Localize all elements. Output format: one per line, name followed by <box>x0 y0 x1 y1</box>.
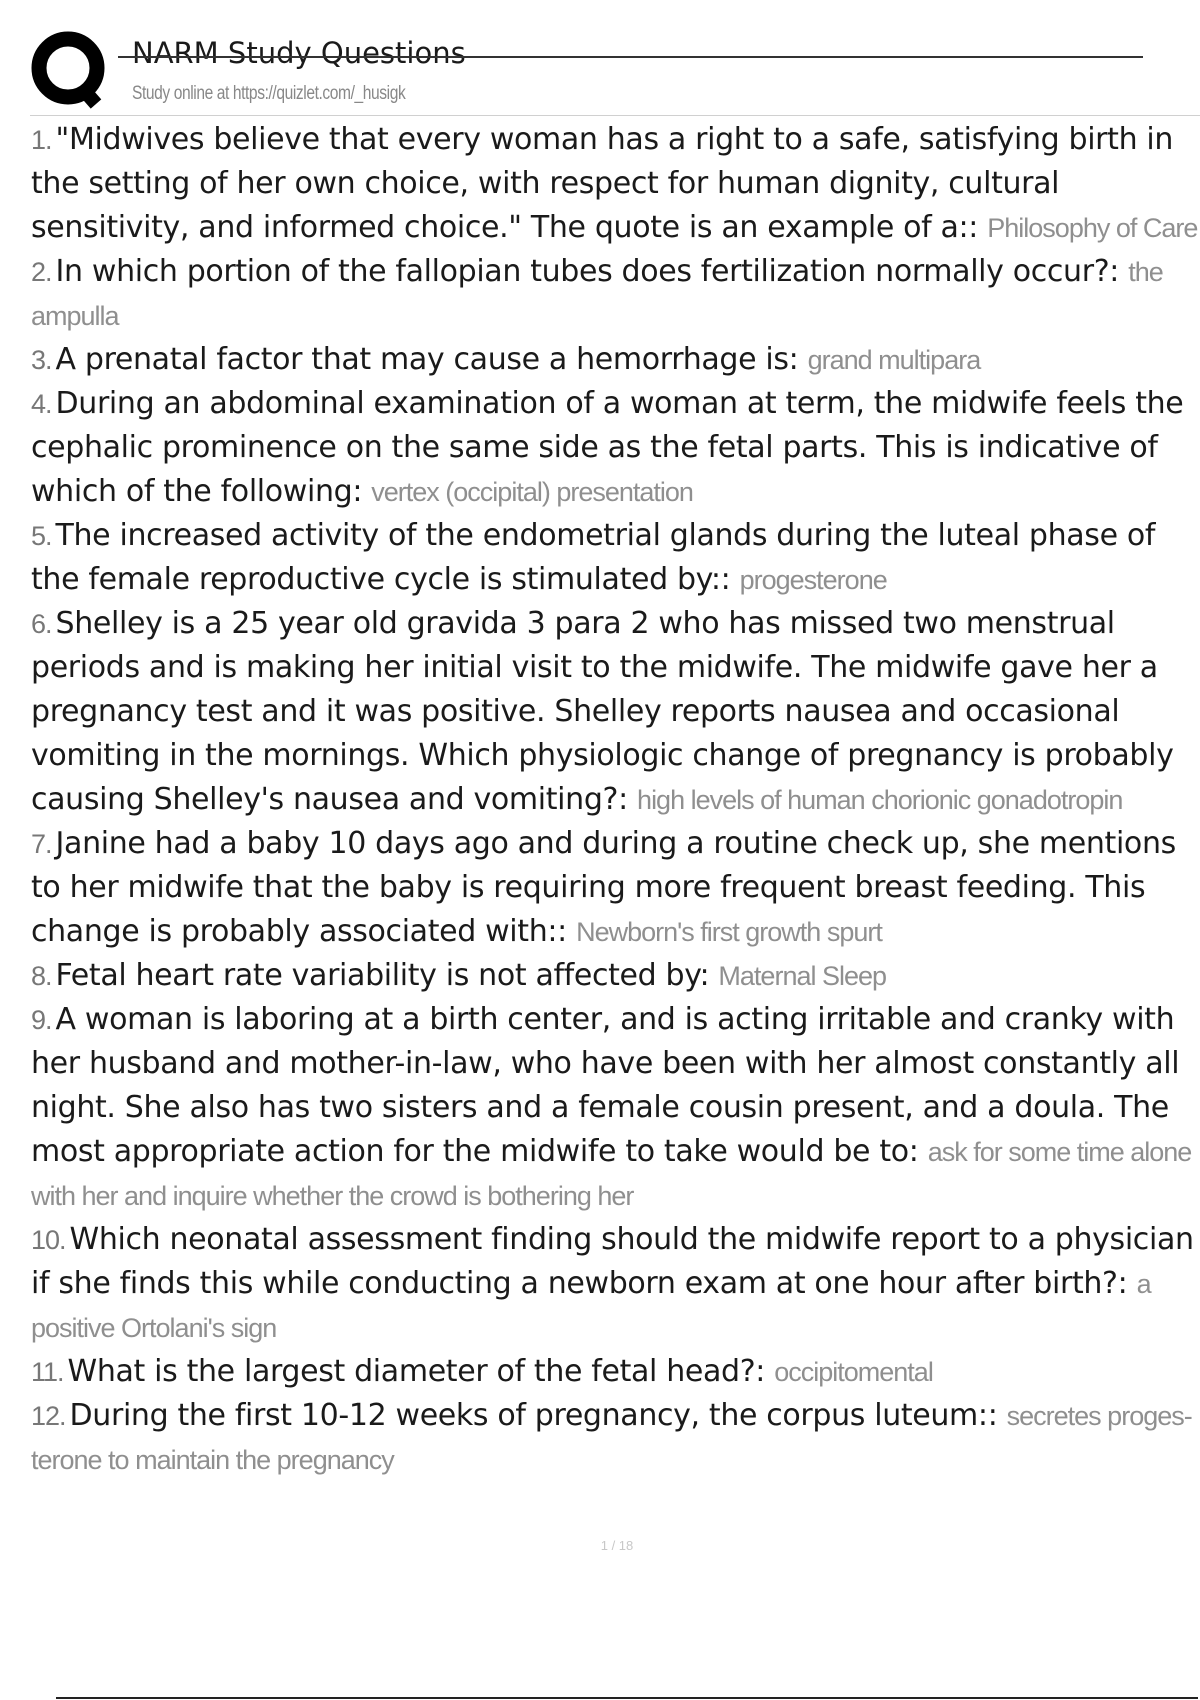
question-answer: a positive Ortolani's sign <box>31 1269 1151 1343</box>
page-number: 1 / 18 <box>600 1538 634 1553</box>
question-text: "Midwives believe that every woman has a right to a safe, satisfying birth in the setting of her own choice, with respect for human dignity, cultural sensitivity, and informed choice." The quote is an example of a:: <box>31 122 1174 245</box>
question-item <box>31 998 1200 1218</box>
question-number: 7. <box>31 829 52 859</box>
question-text: During the first 10-12 weeks of pregnancy, the corpus luteum:: <box>69 1398 998 1433</box>
question-number: 11. <box>31 1357 64 1387</box>
question-list <box>31 118 1200 1482</box>
question-item <box>31 118 1200 250</box>
document-title: NARM Study Questions <box>132 36 466 70</box>
question-text: In which portion of the fallopian tubes does fertilization normally occur?: <box>55 254 1120 289</box>
question-number: 5. <box>31 521 52 551</box>
question-number: 2. <box>31 257 52 287</box>
question-item <box>31 1350 1200 1394</box>
question-answer: the ampulla <box>31 257 1163 331</box>
quizlet-q-logo-icon <box>30 30 110 112</box>
question-item <box>31 382 1200 514</box>
question-item <box>31 954 1200 998</box>
question-item <box>31 822 1200 954</box>
question-number: 3. <box>31 345 52 375</box>
title-strike-rule <box>118 56 1143 58</box>
question-number: 6. <box>31 609 52 639</box>
question-answer: occipitomental <box>774 1357 933 1387</box>
question-answer: vertex (occipital) presentation <box>371 477 693 507</box>
question-text: What is the largest diameter of the fetal head?: <box>67 1354 766 1389</box>
study-online-link[interactable]: Study online at https://quizlet.com/_husigk <box>132 83 406 104</box>
question-answer: Maternal Sleep <box>718 961 887 991</box>
question-text: A prenatal factor that may cause a hemorrhage is: <box>55 342 799 377</box>
question-number: 1. <box>31 125 52 155</box>
question-text: Which neonatal assessment finding should the midwife report to a physician if she finds this while conducting a newborn exam at one hour after birth?: <box>31 1222 1194 1301</box>
question-text: Janine had a baby 10 days ago and during a routine check up, she mentions to her midwife that the baby is requiring more frequent breast feeding. This change is probably associated with:: <box>31 826 1176 949</box>
question-answer: progesterone <box>739 565 887 595</box>
question-item <box>31 338 1200 382</box>
question-item <box>31 250 1200 338</box>
question-answer: Newborn's first growth spurt <box>576 917 882 947</box>
question-number: 9. <box>31 1005 52 1035</box>
question-item <box>31 602 1200 822</box>
question-answer: secretes proges-terone to maintain the pregnancy <box>31 1401 1192 1475</box>
question-item <box>31 1218 1200 1350</box>
question-text: Fetal heart rate variability is not affected by: <box>55 958 710 993</box>
question-item <box>31 1394 1200 1482</box>
header-divider <box>30 115 1200 116</box>
question-number: 12. <box>31 1401 66 1431</box>
question-number: 8. <box>31 961 52 991</box>
question-item <box>31 514 1200 602</box>
question-answer: high levels of human chorionic gonadotropin <box>637 785 1123 815</box>
question-text: Shelley is a 25 year old gravida 3 para 2 who has missed two menstrual periods and is making her initial visit to the midwife. The midwife gave her a pregnancy test and it was positive. Shelley reports nausea and occasional vomiting in the mornings. Which physiologic change of pregnancy is probably causing Shelley's nausea and vomiting?: <box>31 606 1174 817</box>
question-text: A woman is laboring at a birth center, and is acting irritable and cranky with her husband and mother-in-law, who have been with her almost constantly all night. She also has two sisters and a female cousin present, and a doula. The most appropriate action for the midwife to take would be to: <box>31 1002 1180 1169</box>
question-answer: Philosophy of Care <box>987 213 1198 243</box>
footer-divider <box>56 1697 1198 1699</box>
question-number: 10. <box>31 1225 66 1255</box>
question-text: The increased activity of the endometrial glands during the luteal phase of the female reproductive cycle is stimulated by:: <box>31 518 1156 597</box>
question-text: During an abdominal examination of a woman at term, the midwife feels the cephalic prominence on the same side as the fetal parts. This is indicative of which of the following: <box>31 386 1184 509</box>
question-answer: ask for some time alone with her and inquire whether the crowd is bothering her <box>31 1137 1192 1211</box>
question-answer: grand multipara <box>807 345 981 375</box>
page-header <box>0 0 1200 118</box>
question-number: 4. <box>31 389 52 419</box>
